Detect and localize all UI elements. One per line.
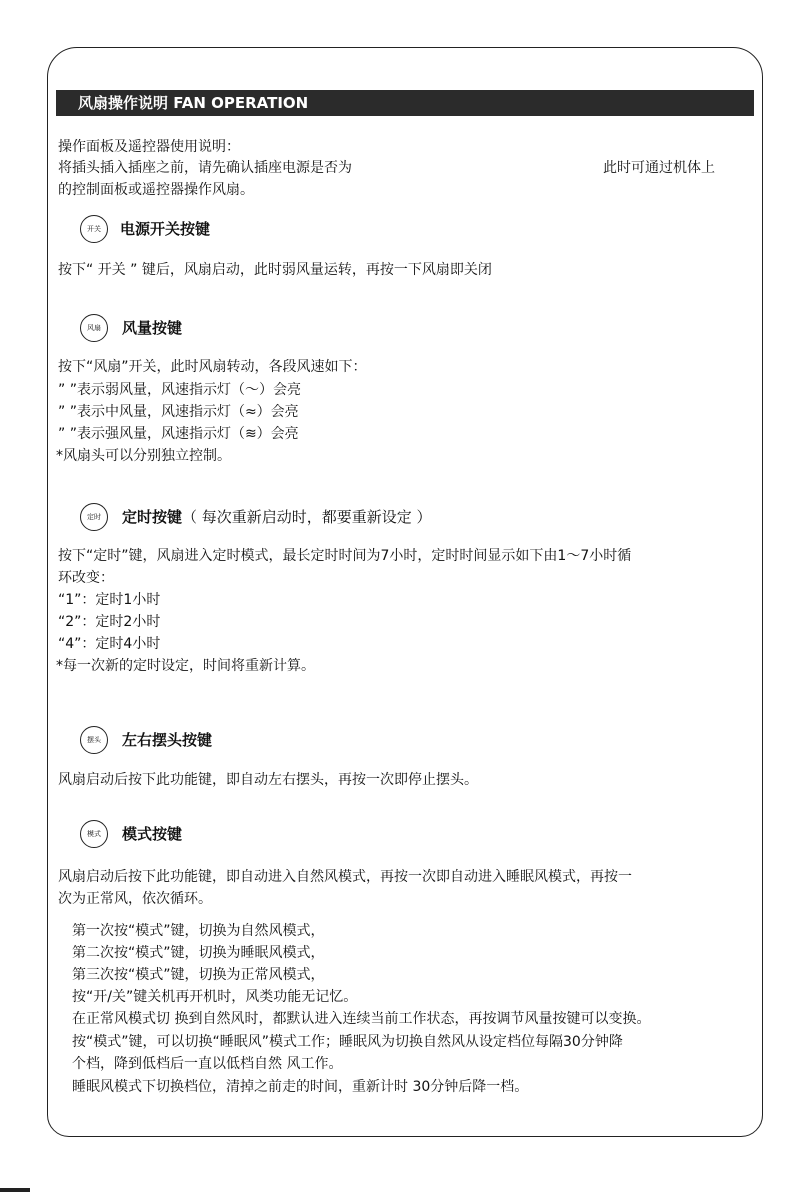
mode-note: 按“模式”键，可以切换“睡眠风”模式工作；睡眠风为切换自然风从设定档位每隔30分钟降 [72,1034,623,1050]
mode-note: 第一次按“模式”键，切换为自然风模式， [72,923,325,939]
timer-line: 环改变： [58,570,114,586]
mode-note: 睡眠风模式下切换档位，清掉之前走的时间，重新计时 30分钟后降一档。 [72,1079,529,1095]
swing-section-title: 左右摆头按键 [122,731,213,749]
mode-button-icon: 模式 [80,820,108,848]
mode-note: 个档，降到低档后一直以低档自然 风工作。 [72,1056,343,1072]
power-section-title: 电源开关按键 [120,220,211,238]
intro-line-3: 的控制面板或遥控器操作风扇。 [58,182,254,198]
fan-line: ” ”表示强风量，风速指示灯（≋）会亮 [58,426,299,442]
timer-section-title [122,507,432,527]
intro-line-2b: 此时可通过机体上 [603,160,715,176]
fan-line: ” ”表示中风量，风速指示灯（≈）会亮 [58,404,299,420]
timer-line: *每一次新的定时设定，时间将重新计算。 [56,658,315,674]
swing-button-icon: 摆头 [80,726,108,754]
power-button-icon: 开关 [80,215,108,243]
page-edge-mark [0,1188,30,1192]
timer-line: “1”：定时1小时 [58,592,161,608]
intro-line-2a: 将插头插入插座之前，请先确认插座电源是否为 [58,160,352,176]
timer-line: 按下“定时”键，风扇进入定时模式，最长定时时间为7小时，定时时间显示如下由1～7小时循 [58,548,632,564]
timer-line: “2”：定时2小时 [58,614,161,630]
fan-button-icon: 风扇 [80,314,108,342]
mode-line: 次为正常风，依次循环。 [58,891,212,907]
fan-line: 按下“风扇”开关，此时风扇转动，各段风速如下： [58,359,367,375]
timer-subtitle: （ 每次重新启动时，都要重新设定 ） [182,508,432,526]
mode-note: 按“开/关”键关机再开机时，风类功能无记忆。 [72,989,358,1005]
mode-section-title: 模式按键 [122,825,183,843]
mode-note: 在正常风模式切 换到自然风时，都默认进入连续当前工作状态，再按调节风量按键可以变换。 [72,1011,651,1027]
swing-line: 风扇启动后按下此功能键，即自动左右摆头，再按一次即停止摆头。 [58,772,478,788]
power-line: 按下“ 开关 ” 键后，风扇启动，此时弱风量运转，再按一下风扇即关闭 [58,262,492,278]
fan-line: ” ”表示弱风量，风速指示灯（～）会亮 [58,382,301,398]
fan-section-title: 风量按键 [122,319,183,337]
fan-line: *风扇头可以分别独立控制。 [56,448,231,464]
timer-button-icon: 定时 [80,503,108,531]
mode-note: 第三次按“模式”键，切换为正常风模式， [72,967,325,983]
mode-line: 风扇启动后按下此功能键，即自动进入自然风模式，再按一次即自动进入睡眠风模式，再按一 [58,869,632,885]
timer-line: “4”：定时4小时 [58,636,161,652]
mode-note: 第二次按“模式”键，切换为睡眠风模式， [72,945,325,961]
intro-line-1: 操作面板及遥控器使用说明： [58,139,240,155]
timer-title-text: 定时按键 [122,508,183,526]
section-header: 风扇操作说明 FAN OPERATION [56,90,754,116]
